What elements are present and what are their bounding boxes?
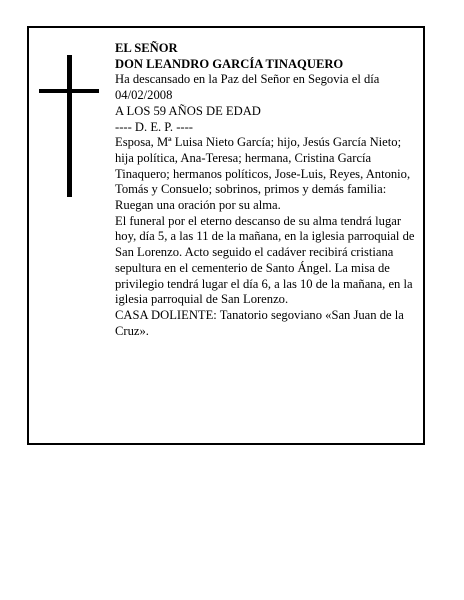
cross-vertical-bar bbox=[67, 55, 72, 197]
cross-horizontal-bar bbox=[39, 89, 99, 93]
age-line: A LOS 59 AÑOS DE EDAD bbox=[115, 103, 261, 118]
funeral-home: CASA DOLIENTE: Tanatorio segoviano «San Juan de la Cruz». bbox=[115, 307, 404, 338]
rip-line: ---- D. E. P. ---- bbox=[115, 119, 193, 134]
deceased-name: DON LEANDRO GARCÍA TINAQUERO bbox=[115, 56, 344, 71]
prayer-request: Ruegan una oración por su alma. bbox=[115, 198, 281, 213]
notice-body bbox=[115, 41, 420, 339]
latin-cross-icon bbox=[39, 55, 99, 197]
death-announcement: Ha descansado en la Paz del Señor en Segovia el día 04/02/2008 bbox=[115, 72, 380, 103]
obituary-notice bbox=[27, 26, 425, 445]
notice-title: EL SEÑOR bbox=[115, 41, 178, 55]
family-list: Esposa, Mª Luisa Nieto García; hijo, Jesús García Nieto; hija política, Ana-Teresa; hermana, Cristina García Tinaquero; hermanos políticos, Jose-Luis, Reyes, Antonio, Tomás y Consuelo; sobrinos, primos y demás familia: bbox=[115, 135, 411, 197]
funeral-details: El funeral por el eterno descanso de su alma tendrá lugar hoy, día 5, a las 11 de la mañana, en la iglesia parroquial de San Lorenzo. Acto seguido el cadáver recibirá cristiana sepultura en el cementerio de Santo Ángel. La misa de privilegio tendrá lugar el día 6, a las 10 de la mañana, en la iglesia parroquial de San Lorenzo. bbox=[115, 213, 415, 307]
